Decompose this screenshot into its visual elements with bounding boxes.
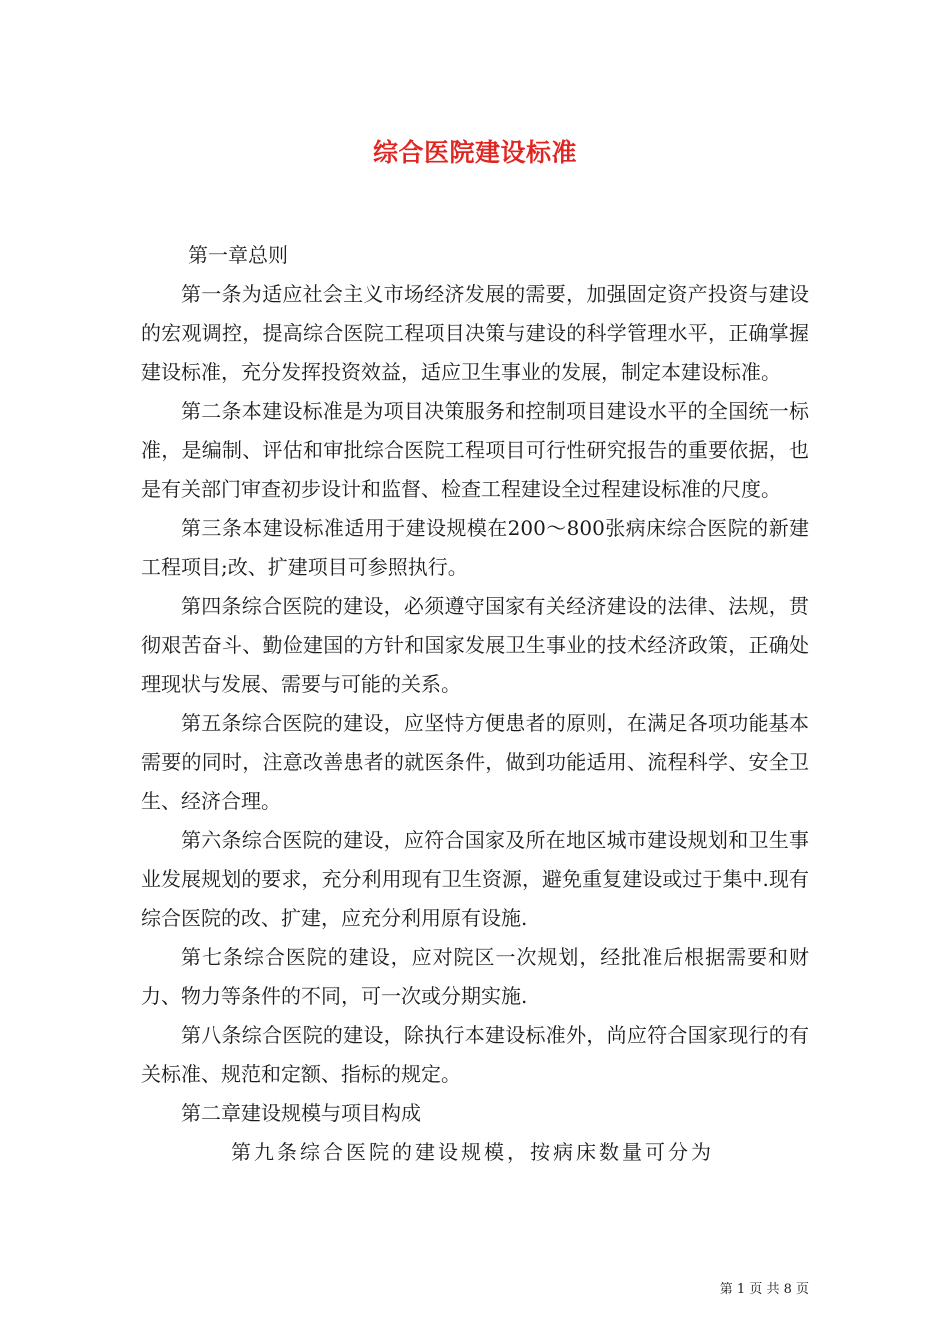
article-6: 第六条综合医院的建设，应符合国家及所在地区城市建设规划和卫生事业发展规划的要求，充分利用现有卫生资源，避免重复建设或过于集中.现有综合医院的改、扩建，应充分利用原有设施. <box>141 828 809 930</box>
article-3: 第三条本建设标准适用于建设规模在200～800张病床综合医院的新建工程项目;改、扩建项目可参照执行。 <box>141 516 809 579</box>
document-body <box>141 236 809 1172</box>
chapter-heading: 第一章总则 <box>188 243 288 267</box>
article-5: 第五条综合医院的建设，应坚恃方便患者的原则，在满足各项功能基本需要的同时，注意改善患者的就医条件，做到功能适用、流程科学、安全卫生、经济合理。 <box>141 711 809 813</box>
article-4: 第四条综合医院的建设，必须遵守国家有关经济建设的法律、法规，贯彻艰苦奋斗、勤俭建国的方针和国家发展卫生事业的技术经济政策，正确处理现状与发展、需要与可能的关系。 <box>141 594 809 696</box>
article-9: 第九条综合医院的建设规模，按病床数量可分为 <box>231 1140 714 1164</box>
chapter-heading: 第二章建设规模与项目构成 <box>181 1101 421 1125</box>
article-2: 第二条本建设标准是为项目决策服务和控制项目建设水平的全国统一标准，是编制、评估和审批综合医院工程项目可行性研究报告的重要依据，也是有关部门审查初步设计和监督、检查工程建设全过程建设标准的尺度。 <box>141 399 809 501</box>
article-1: 第一条为适应社会主义市场经济发展的需要，加强固定资产投资与建设的宏观调控，提高综合医院工程项目决策与建设的科学管理水平，正确掌握建设标准，充分发挥投资效益，适应卫生事业的发展，制定本建设标准。 <box>141 282 809 384</box>
article-7: 第七条综合医院的建设，应对院区一次规划，经批准后根据需要和财力、物力等条件的不同，可一次或分期实施. <box>141 945 809 1008</box>
page-number: 第 1 页 共 8 页 <box>719 1282 809 1297</box>
article-8: 第八条综合医院的建设，除执行本建设标准外，尚应符合国家现行的有关标准、规范和定额、指标的规定。 <box>141 1023 809 1086</box>
document-title: 综合医院建设标准 <box>372 138 577 167</box>
